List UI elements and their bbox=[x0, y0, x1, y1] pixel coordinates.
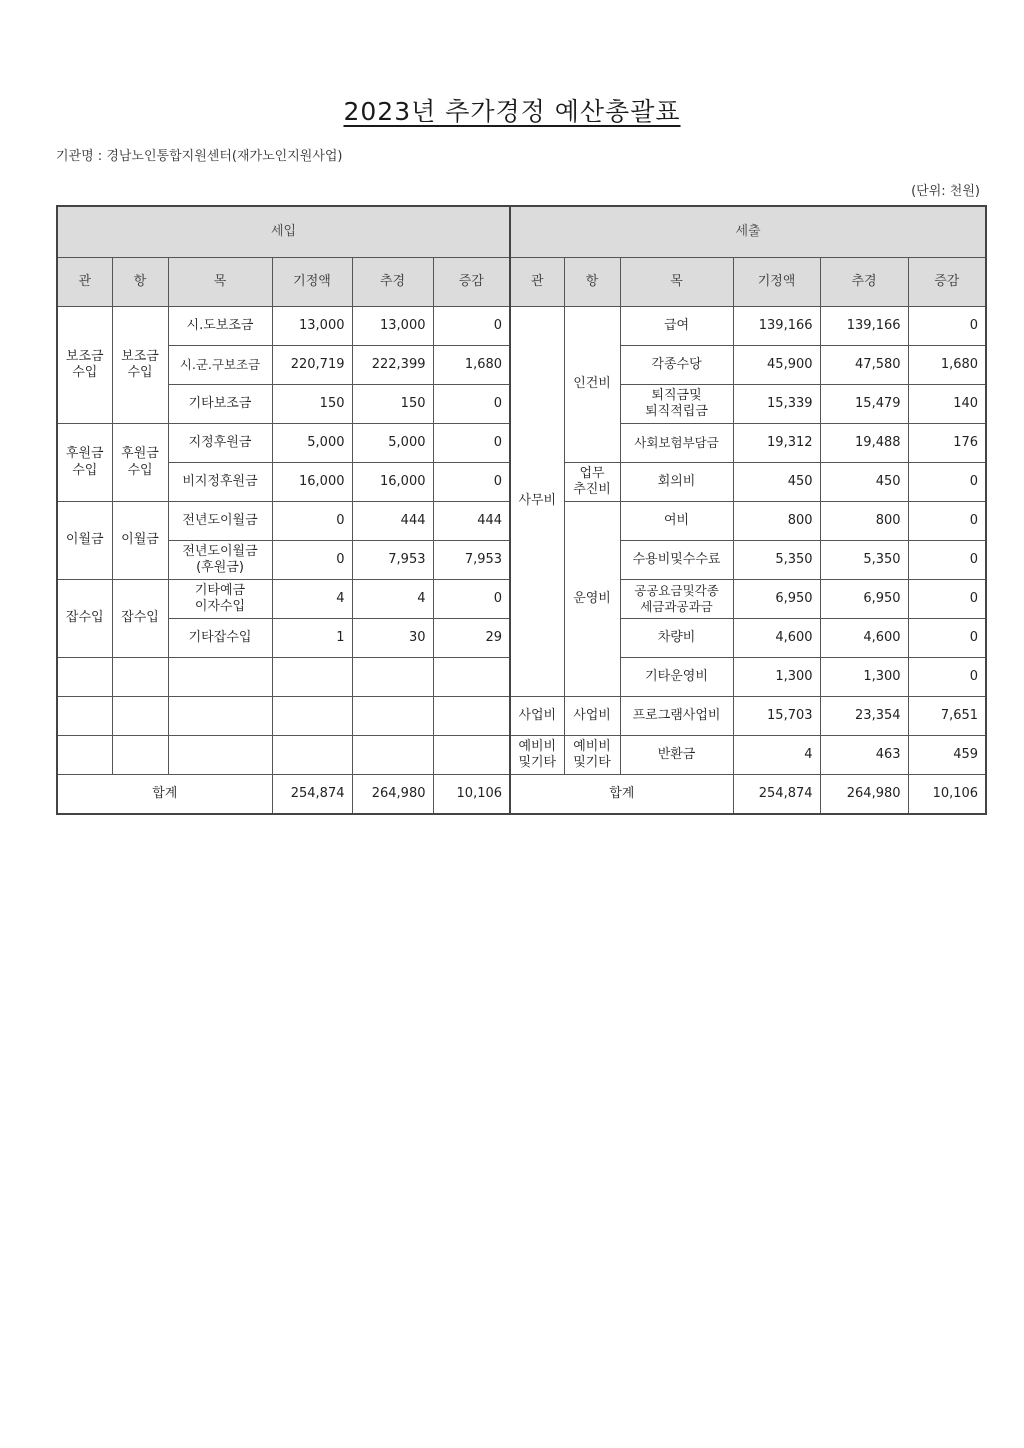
income-mok-cell: 기타예금 이자수입 bbox=[168, 580, 272, 619]
expense-original-cell: 15,339 bbox=[733, 385, 820, 424]
income-hang-cell: 후원금 수입 bbox=[112, 424, 168, 502]
empty-cell bbox=[112, 697, 168, 736]
empty-cell bbox=[168, 658, 272, 697]
expense-mok-header: 목 bbox=[620, 258, 733, 307]
expense-total-original: 254,874 bbox=[733, 775, 820, 815]
expense-original-cell: 1,300 bbox=[733, 658, 820, 697]
empty-cell bbox=[57, 736, 112, 775]
income-original-cell: 5,000 bbox=[272, 424, 352, 463]
expense-revised-cell: 139,166 bbox=[820, 307, 908, 346]
expense-change-cell: 0 bbox=[908, 502, 986, 541]
expense-revised-cell: 463 bbox=[820, 736, 908, 775]
expense-mok-cell: 각종수당 bbox=[620, 346, 733, 385]
income-revised-cell: 7,953 bbox=[352, 541, 433, 580]
expense-change-cell: 1,680 bbox=[908, 346, 986, 385]
expense-original-cell: 19,312 bbox=[733, 424, 820, 463]
expense-mok-cell: 급여 bbox=[620, 307, 733, 346]
income-original-header: 기정액 bbox=[272, 258, 352, 307]
income-mok-cell: 전년도이월금 bbox=[168, 502, 272, 541]
expense-revised-cell: 5,350 bbox=[820, 541, 908, 580]
empty-cell bbox=[272, 697, 352, 736]
empty-cell bbox=[272, 736, 352, 775]
income-revised-header: 추경 bbox=[352, 258, 433, 307]
expense-mok-cell: 사회보험부담금 bbox=[620, 424, 733, 463]
page-title: 2023년 추가경정 예산총괄표 bbox=[343, 97, 681, 126]
expense-original-cell: 5,350 bbox=[733, 541, 820, 580]
expense-hang-cell: 업무 추진비 bbox=[564, 463, 620, 502]
expense-change-cell: 7,651 bbox=[908, 697, 986, 736]
income-change-header: 증감 bbox=[433, 258, 510, 307]
expense-change-cell: 0 bbox=[908, 541, 986, 580]
expense-change-cell: 0 bbox=[908, 580, 986, 619]
empty-cell bbox=[112, 658, 168, 697]
expense-revised-cell: 19,488 bbox=[820, 424, 908, 463]
expense-original-cell: 15,703 bbox=[733, 697, 820, 736]
expense-revised-cell: 800 bbox=[820, 502, 908, 541]
income-section-header: 세입 bbox=[57, 206, 510, 258]
income-total-original: 254,874 bbox=[272, 775, 352, 815]
income-revised-cell: 30 bbox=[352, 619, 433, 658]
expense-change-cell: 0 bbox=[908, 619, 986, 658]
expense-change-cell: 0 bbox=[908, 658, 986, 697]
expense-mok-cell: 회의비 bbox=[620, 463, 733, 502]
expense-hang-cell: 인건비 bbox=[564, 307, 620, 463]
empty-cell bbox=[433, 658, 510, 697]
expense-mok-cell: 퇴직금및 퇴직적립금 bbox=[620, 385, 733, 424]
income-revised-cell: 150 bbox=[352, 385, 433, 424]
income-mok-cell: 시.도보조금 bbox=[168, 307, 272, 346]
expense-mok-cell: 반환금 bbox=[620, 736, 733, 775]
empty-cell bbox=[433, 736, 510, 775]
income-mok-cell: 지정후원금 bbox=[168, 424, 272, 463]
empty-cell bbox=[168, 697, 272, 736]
income-hang-header: 항 bbox=[112, 258, 168, 307]
empty-cell bbox=[57, 697, 112, 736]
expense-original-header: 기정액 bbox=[733, 258, 820, 307]
income-change-cell: 0 bbox=[433, 307, 510, 346]
income-hang-cell: 잡수입 bbox=[112, 580, 168, 658]
income-change-cell: 1,680 bbox=[433, 346, 510, 385]
budget-summary-table bbox=[56, 205, 987, 815]
income-revised-cell: 13,000 bbox=[352, 307, 433, 346]
expense-original-cell: 6,950 bbox=[733, 580, 820, 619]
column-header-row bbox=[57, 258, 986, 307]
income-gwan-cell: 잡수입 bbox=[57, 580, 112, 658]
empty-cell bbox=[112, 736, 168, 775]
table-row bbox=[57, 307, 986, 346]
expense-original-cell: 450 bbox=[733, 463, 820, 502]
expense-hang-header: 항 bbox=[564, 258, 620, 307]
income-mok-cell: 기타보조금 bbox=[168, 385, 272, 424]
income-revised-cell: 444 bbox=[352, 502, 433, 541]
income-original-cell: 220,719 bbox=[272, 346, 352, 385]
empty-cell bbox=[168, 736, 272, 775]
income-gwan-cell: 후원금 수입 bbox=[57, 424, 112, 502]
expense-gwan-cell: 사업비 bbox=[510, 697, 564, 736]
expense-original-cell: 4 bbox=[733, 736, 820, 775]
expense-revised-cell: 6,950 bbox=[820, 580, 908, 619]
empty-cell bbox=[272, 658, 352, 697]
expense-change-cell: 176 bbox=[908, 424, 986, 463]
income-hang-cell: 보조금 수입 bbox=[112, 307, 168, 424]
section-header-row bbox=[57, 206, 986, 258]
income-original-cell: 16,000 bbox=[272, 463, 352, 502]
expense-gwan-cell: 예비비 및기타 bbox=[510, 736, 564, 775]
income-gwan-cell: 보조금 수입 bbox=[57, 307, 112, 424]
income-change-cell: 0 bbox=[433, 385, 510, 424]
income-original-cell: 0 bbox=[272, 541, 352, 580]
income-change-cell: 29 bbox=[433, 619, 510, 658]
expense-revised-cell: 4,600 bbox=[820, 619, 908, 658]
expense-hang-cell: 운영비 bbox=[564, 502, 620, 697]
income-mok-cell: 기타잡수입 bbox=[168, 619, 272, 658]
expense-original-cell: 139,166 bbox=[733, 307, 820, 346]
income-change-cell: 0 bbox=[433, 424, 510, 463]
expense-change-cell: 140 bbox=[908, 385, 986, 424]
empty-cell bbox=[352, 736, 433, 775]
income-original-cell: 0 bbox=[272, 502, 352, 541]
income-mok-cell: 전년도이월금 (후원금) bbox=[168, 541, 272, 580]
expense-section-header: 세출 bbox=[510, 206, 986, 258]
expense-mok-cell: 차량비 bbox=[620, 619, 733, 658]
expense-hang-cell: 예비비 및기타 bbox=[564, 736, 620, 775]
expense-gwan-header: 관 bbox=[510, 258, 564, 307]
income-revised-cell: 5,000 bbox=[352, 424, 433, 463]
income-revised-cell: 4 bbox=[352, 580, 433, 619]
expense-hang-cell: 사업비 bbox=[564, 697, 620, 736]
expense-mok-cell: 공공요금및각종 세금과공과금 bbox=[620, 580, 733, 619]
expense-mok-cell: 기타운영비 bbox=[620, 658, 733, 697]
expense-change-cell: 459 bbox=[908, 736, 986, 775]
income-original-cell: 13,000 bbox=[272, 307, 352, 346]
expense-original-cell: 45,900 bbox=[733, 346, 820, 385]
expense-revised-cell: 450 bbox=[820, 463, 908, 502]
unit-note: (단위: 천원) bbox=[911, 184, 980, 199]
income-original-cell: 150 bbox=[272, 385, 352, 424]
income-gwan-header: 관 bbox=[57, 258, 112, 307]
expense-total-label: 합계 bbox=[510, 775, 733, 815]
income-mok-header: 목 bbox=[168, 258, 272, 307]
income-revised-cell: 16,000 bbox=[352, 463, 433, 502]
expense-mok-cell: 프로그램사업비 bbox=[620, 697, 733, 736]
income-total-revised: 264,980 bbox=[352, 775, 433, 815]
income-change-cell: 444 bbox=[433, 502, 510, 541]
income-mok-cell: 비지정후원금 bbox=[168, 463, 272, 502]
income-revised-cell: 222,399 bbox=[352, 346, 433, 385]
expense-change-header: 증감 bbox=[908, 258, 986, 307]
empty-cell bbox=[352, 697, 433, 736]
income-total-label: 합계 bbox=[57, 775, 272, 815]
expense-change-cell: 0 bbox=[908, 463, 986, 502]
income-total-change: 10,106 bbox=[433, 775, 510, 815]
income-mok-cell: 시.군.구보조금 bbox=[168, 346, 272, 385]
expense-revised-cell: 15,479 bbox=[820, 385, 908, 424]
income-change-cell: 7,953 bbox=[433, 541, 510, 580]
expense-mok-cell: 여비 bbox=[620, 502, 733, 541]
income-gwan-cell: 이월금 bbox=[57, 502, 112, 580]
expense-total-change: 10,106 bbox=[908, 775, 986, 815]
expense-original-cell: 4,600 bbox=[733, 619, 820, 658]
expense-revised-cell: 47,580 bbox=[820, 346, 908, 385]
expense-change-cell: 0 bbox=[908, 307, 986, 346]
expense-revised-cell: 1,300 bbox=[820, 658, 908, 697]
expense-revised-cell: 23,354 bbox=[820, 697, 908, 736]
expense-total-revised: 264,980 bbox=[820, 775, 908, 815]
total-row bbox=[57, 775, 986, 815]
empty-cell bbox=[57, 658, 112, 697]
expense-mok-cell: 수용비및수수료 bbox=[620, 541, 733, 580]
empty-cell bbox=[433, 697, 510, 736]
table-row bbox=[57, 736, 986, 775]
income-hang-cell: 이월금 bbox=[112, 502, 168, 580]
table-row bbox=[57, 697, 986, 736]
income-change-cell: 0 bbox=[433, 463, 510, 502]
income-original-cell: 4 bbox=[272, 580, 352, 619]
organization-line: 기관명 : 경남노인통합지원센터(재가노인지원사업) bbox=[56, 149, 343, 164]
income-original-cell: 1 bbox=[272, 619, 352, 658]
expense-gwan-cell: 사무비 bbox=[510, 307, 564, 697]
income-change-cell: 0 bbox=[433, 580, 510, 619]
expense-revised-header: 추경 bbox=[820, 258, 908, 307]
expense-original-cell: 800 bbox=[733, 502, 820, 541]
empty-cell bbox=[352, 658, 433, 697]
